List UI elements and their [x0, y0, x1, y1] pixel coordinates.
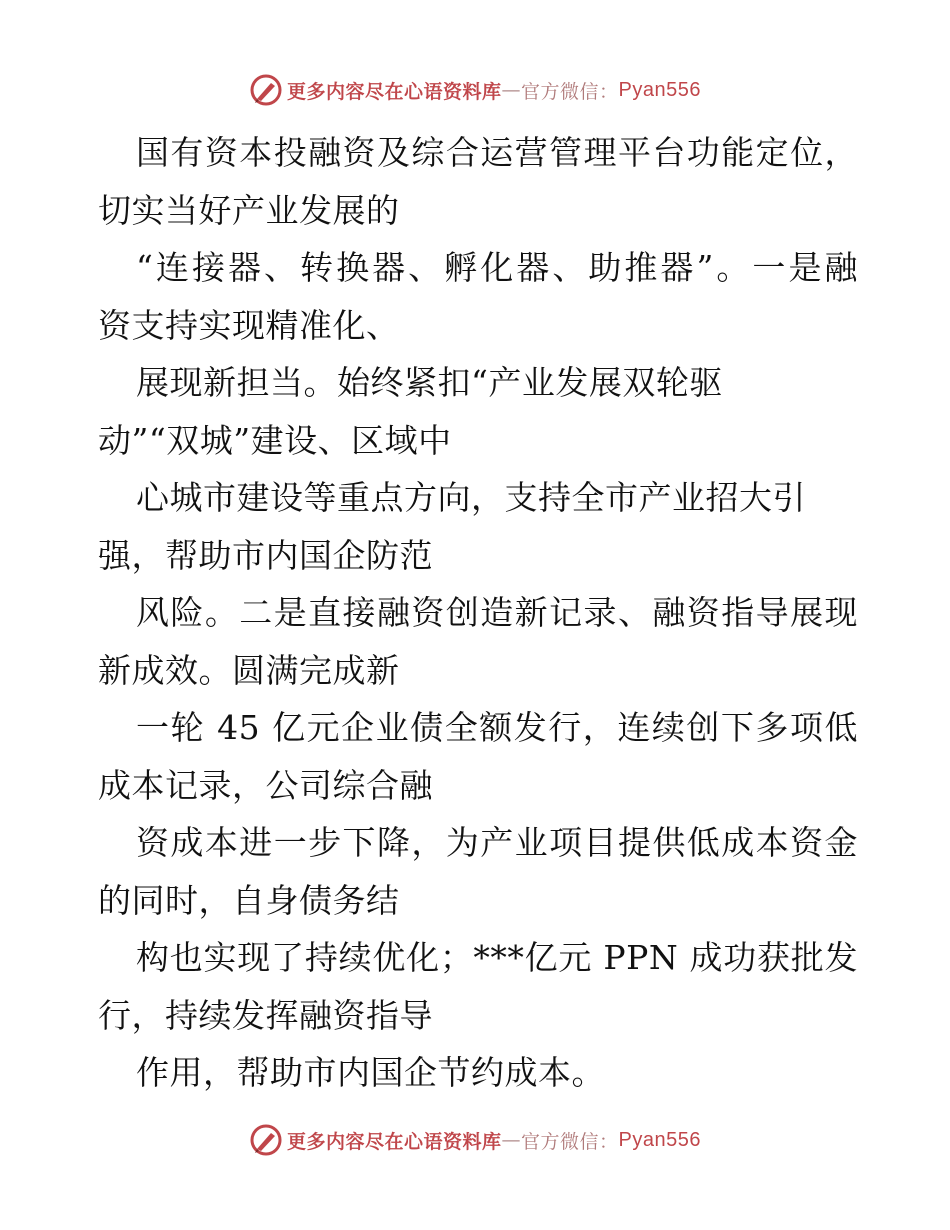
- text-line-8: 强，帮助市内国企防范: [98, 535, 433, 575]
- banner-wechat-id: Pyan556: [618, 78, 701, 101]
- text-line-17: 作用，帮助市内国企节约成本。: [136, 1053, 605, 1092]
- text-line-15: 构也实现了持续优化；***亿元 PPN 成功获批发: [136, 938, 858, 977]
- banner-main-text: 更多内容尽在心语资料库: [287, 80, 502, 103]
- banner-separator: —: [501, 1129, 522, 1151]
- text-line-11: 一轮 45 亿元企业债全额发行，连续创下多项低: [136, 708, 858, 747]
- text-line-5: 展现新担当。始终紧扣“产业发展双轮驱: [136, 363, 723, 402]
- text-line-14: 的同时，自身债务结: [98, 880, 400, 920]
- text-line-10: 新成效。圆满完成新: [98, 650, 400, 690]
- document-body: [98, 124, 858, 1102]
- text-line-4: 资支持实现精准化、: [98, 305, 400, 345]
- text-line-13: 资成本进一步下降，为产业项目提供低成本资金: [136, 823, 858, 862]
- pen-logo-icon: [249, 73, 283, 107]
- text-line-1: 国有资本投融资及综合运营管理平台功能定位，: [136, 133, 858, 172]
- banner-main-text: 更多内容尽在心语资料库: [287, 1130, 502, 1153]
- text-line-7: 心城市建设等重点方向，支持全市产业招大引: [136, 478, 806, 517]
- text-line-9: 风险。二是直接融资创造新记录、融资指导展现: [136, 593, 858, 632]
- text-line-16: 行，持续发挥融资指导: [98, 995, 433, 1035]
- banner-wechat-label: 官方微信：: [521, 1130, 619, 1153]
- banner-separator: —: [501, 79, 522, 101]
- header-banner: [0, 70, 950, 110]
- text-line-6: 动”“双城”建设、区域中: [98, 420, 452, 460]
- pen-logo-icon: [249, 1123, 283, 1157]
- text-line-3: “连接器、转换器、孵化器、助推器”。一是融: [136, 248, 858, 287]
- banner-wechat-label: 官方微信：: [521, 80, 619, 103]
- footer-banner: [0, 1120, 950, 1160]
- banner-wechat-id: Pyan556: [618, 1128, 701, 1151]
- text-line-12: 成本记录，公司综合融: [98, 765, 433, 805]
- text-line-2: 切实当好产业发展的: [98, 190, 400, 230]
